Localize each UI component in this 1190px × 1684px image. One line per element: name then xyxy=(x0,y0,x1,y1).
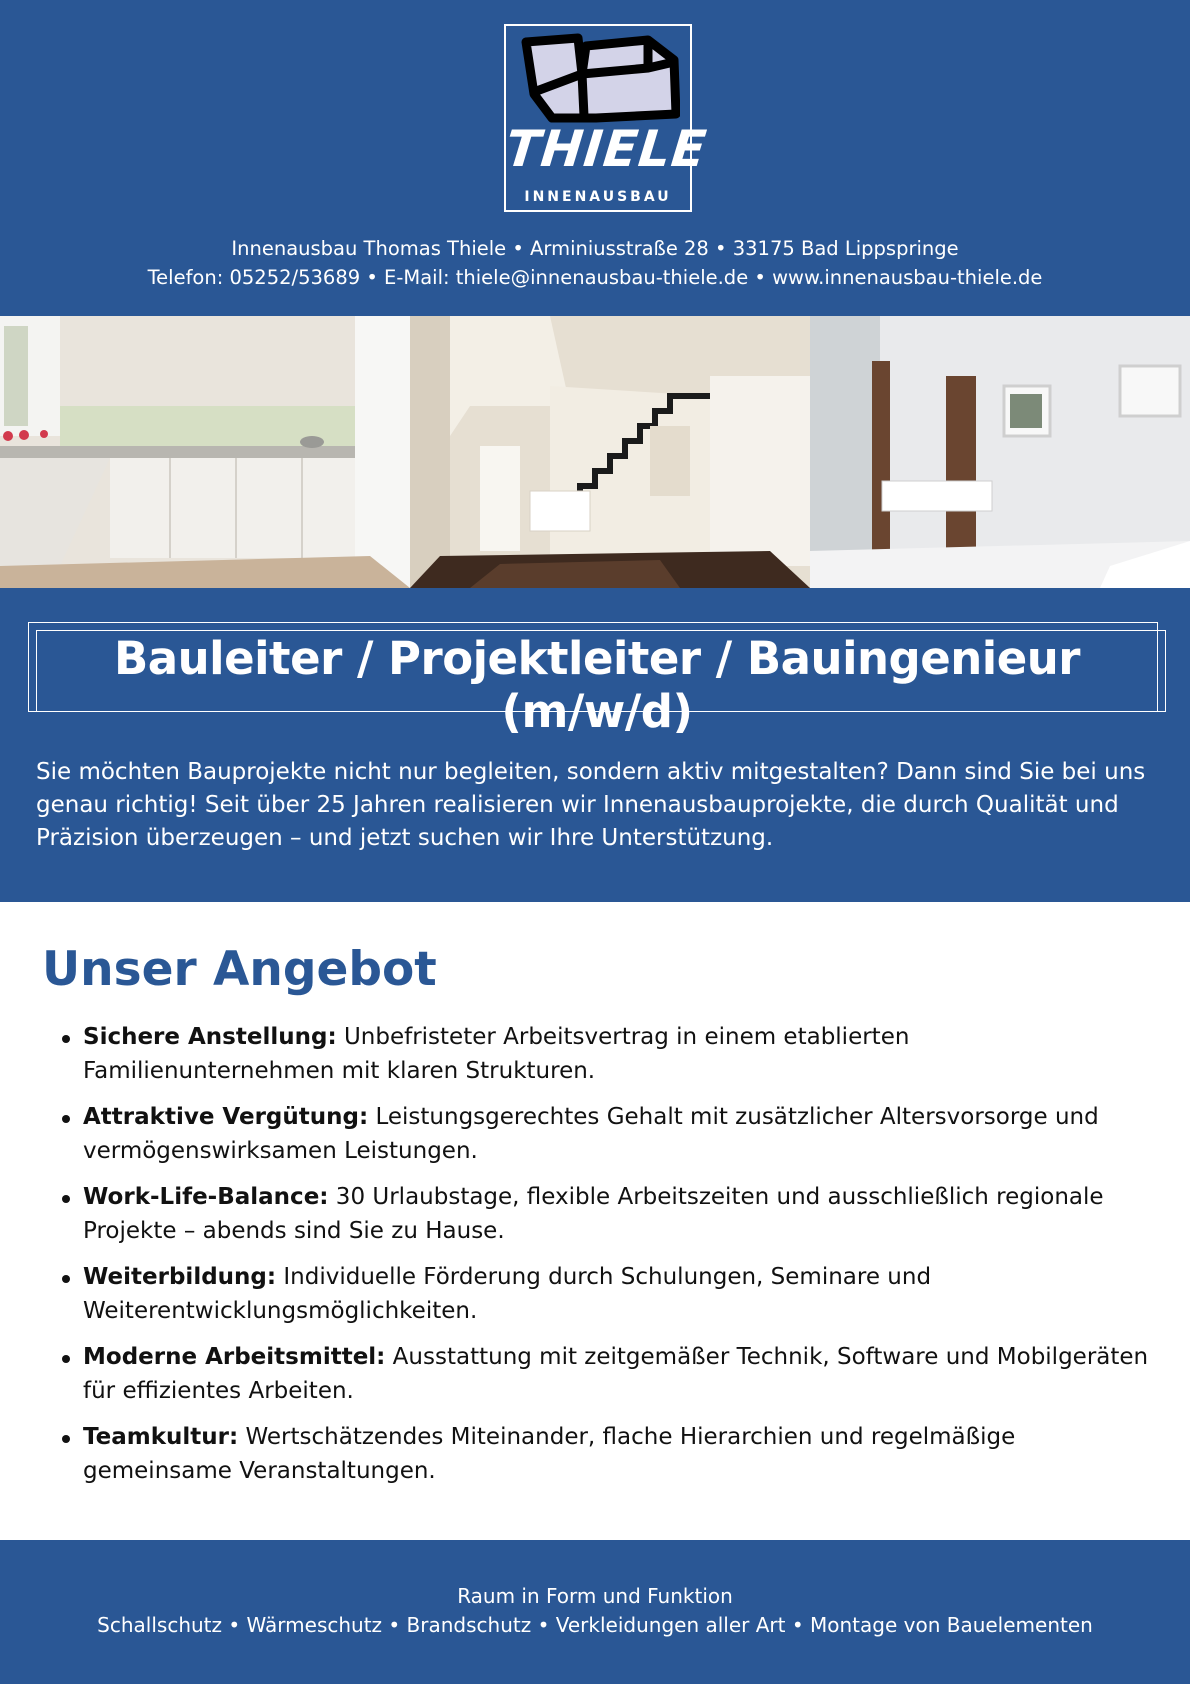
company-logo xyxy=(502,24,710,212)
offer-heading: Unser Angebot xyxy=(42,942,437,997)
benefit-item xyxy=(60,1100,1150,1168)
job-intro-section xyxy=(0,588,1190,902)
benefit-text: Ausstattung mit zeitgemäßer Technik, Software und Mobilgeräten für effizientes Arbeiten. xyxy=(83,1344,1149,1404)
logo-name: THIELE xyxy=(502,120,710,178)
job-intro-text: Sie möchten Bauprojekte nicht nur begleiten, sondern aktiv mitgestalten? Dann sind Sie bei uns genau richtig! Seit über 25 Jahren realisieren wir Innenausbauprojekte, die durch Qualität und Präzision überzeugen – und jetzt suchen wir Ihre Unterstützung. xyxy=(36,759,1146,851)
staircase-photo xyxy=(410,316,810,588)
logo-cube-icon xyxy=(520,32,680,124)
photo-strip xyxy=(0,316,1190,588)
benefit-label: Teamkultur: xyxy=(83,1424,239,1450)
offer-section xyxy=(0,902,1190,1540)
benefit-text: Leistungsgerechtes Gehalt mit zusätzlicher Altersvorsorge und vermögenswirksamen Leistungen. xyxy=(83,1104,1099,1164)
benefit-item xyxy=(60,1420,1150,1488)
bullet-icon xyxy=(62,1115,70,1123)
contact-details: Telefon: 05252/53689 • E-Mail: thiele@innenausbau-thiele.de • www.innenausbau-thiele.de xyxy=(147,266,1043,289)
benefit-label: Weiterbildung: xyxy=(83,1264,277,1290)
benefit-label: Work-Life-Balance: xyxy=(83,1184,329,1210)
footer xyxy=(0,1540,1190,1684)
benefit-text: Wertschätzendes Miteinander, flache Hierarchien und regelmäßige gemeinsame Veranstaltungen. xyxy=(83,1424,1016,1484)
kitchen-photo xyxy=(0,316,410,588)
benefit-label: Moderne Arbeitsmittel: xyxy=(83,1344,386,1370)
benefit-item xyxy=(60,1180,1150,1248)
benefit-item xyxy=(60,1260,1150,1328)
footer-slogan: Raum in Form und Funktion xyxy=(457,1584,733,1608)
benefit-item xyxy=(60,1020,1150,1088)
job-title: Bauleiter / Projektleiter / Bauingenieur (m/w/d) xyxy=(113,632,1080,738)
bullet-icon xyxy=(62,1355,70,1363)
contact-address: Innenausbau Thomas Thiele • Arminiusstraße 28 • 33175 Bad Lippspringe xyxy=(231,237,959,260)
benefit-text: 30 Urlaubstage, flexible Arbeitszeiten und ausschließlich regionale Projekte – abends sind Sie zu Hause. xyxy=(83,1184,1104,1244)
benefit-text: Individuelle Förderung durch Schulungen, Seminare und Weiterentwicklungsmöglichkeiten. xyxy=(83,1264,932,1324)
bullet-icon xyxy=(62,1435,70,1443)
bathroom-photo xyxy=(810,316,1190,588)
benefit-label: Attraktive Vergütung: xyxy=(83,1104,369,1130)
benefit-text: Unbefristeter Arbeitsvertrag in einem etablierten Familienunternehmen mit klaren Strukturen. xyxy=(83,1024,910,1084)
header xyxy=(0,0,1190,316)
bullet-icon xyxy=(62,1195,70,1203)
benefit-label: Sichere Anstellung: xyxy=(83,1024,337,1050)
benefit-list xyxy=(60,1020,1150,1500)
benefit-item xyxy=(60,1340,1150,1408)
bullet-icon xyxy=(62,1275,70,1283)
footer-services: Schallschutz • Wärmeschutz • Brandschutz • Verkleidungen aller Art • Montage von Bauelementen xyxy=(97,1613,1093,1637)
bullet-icon xyxy=(62,1035,70,1043)
logo-subtitle: INNENAUSBAU xyxy=(524,189,672,205)
